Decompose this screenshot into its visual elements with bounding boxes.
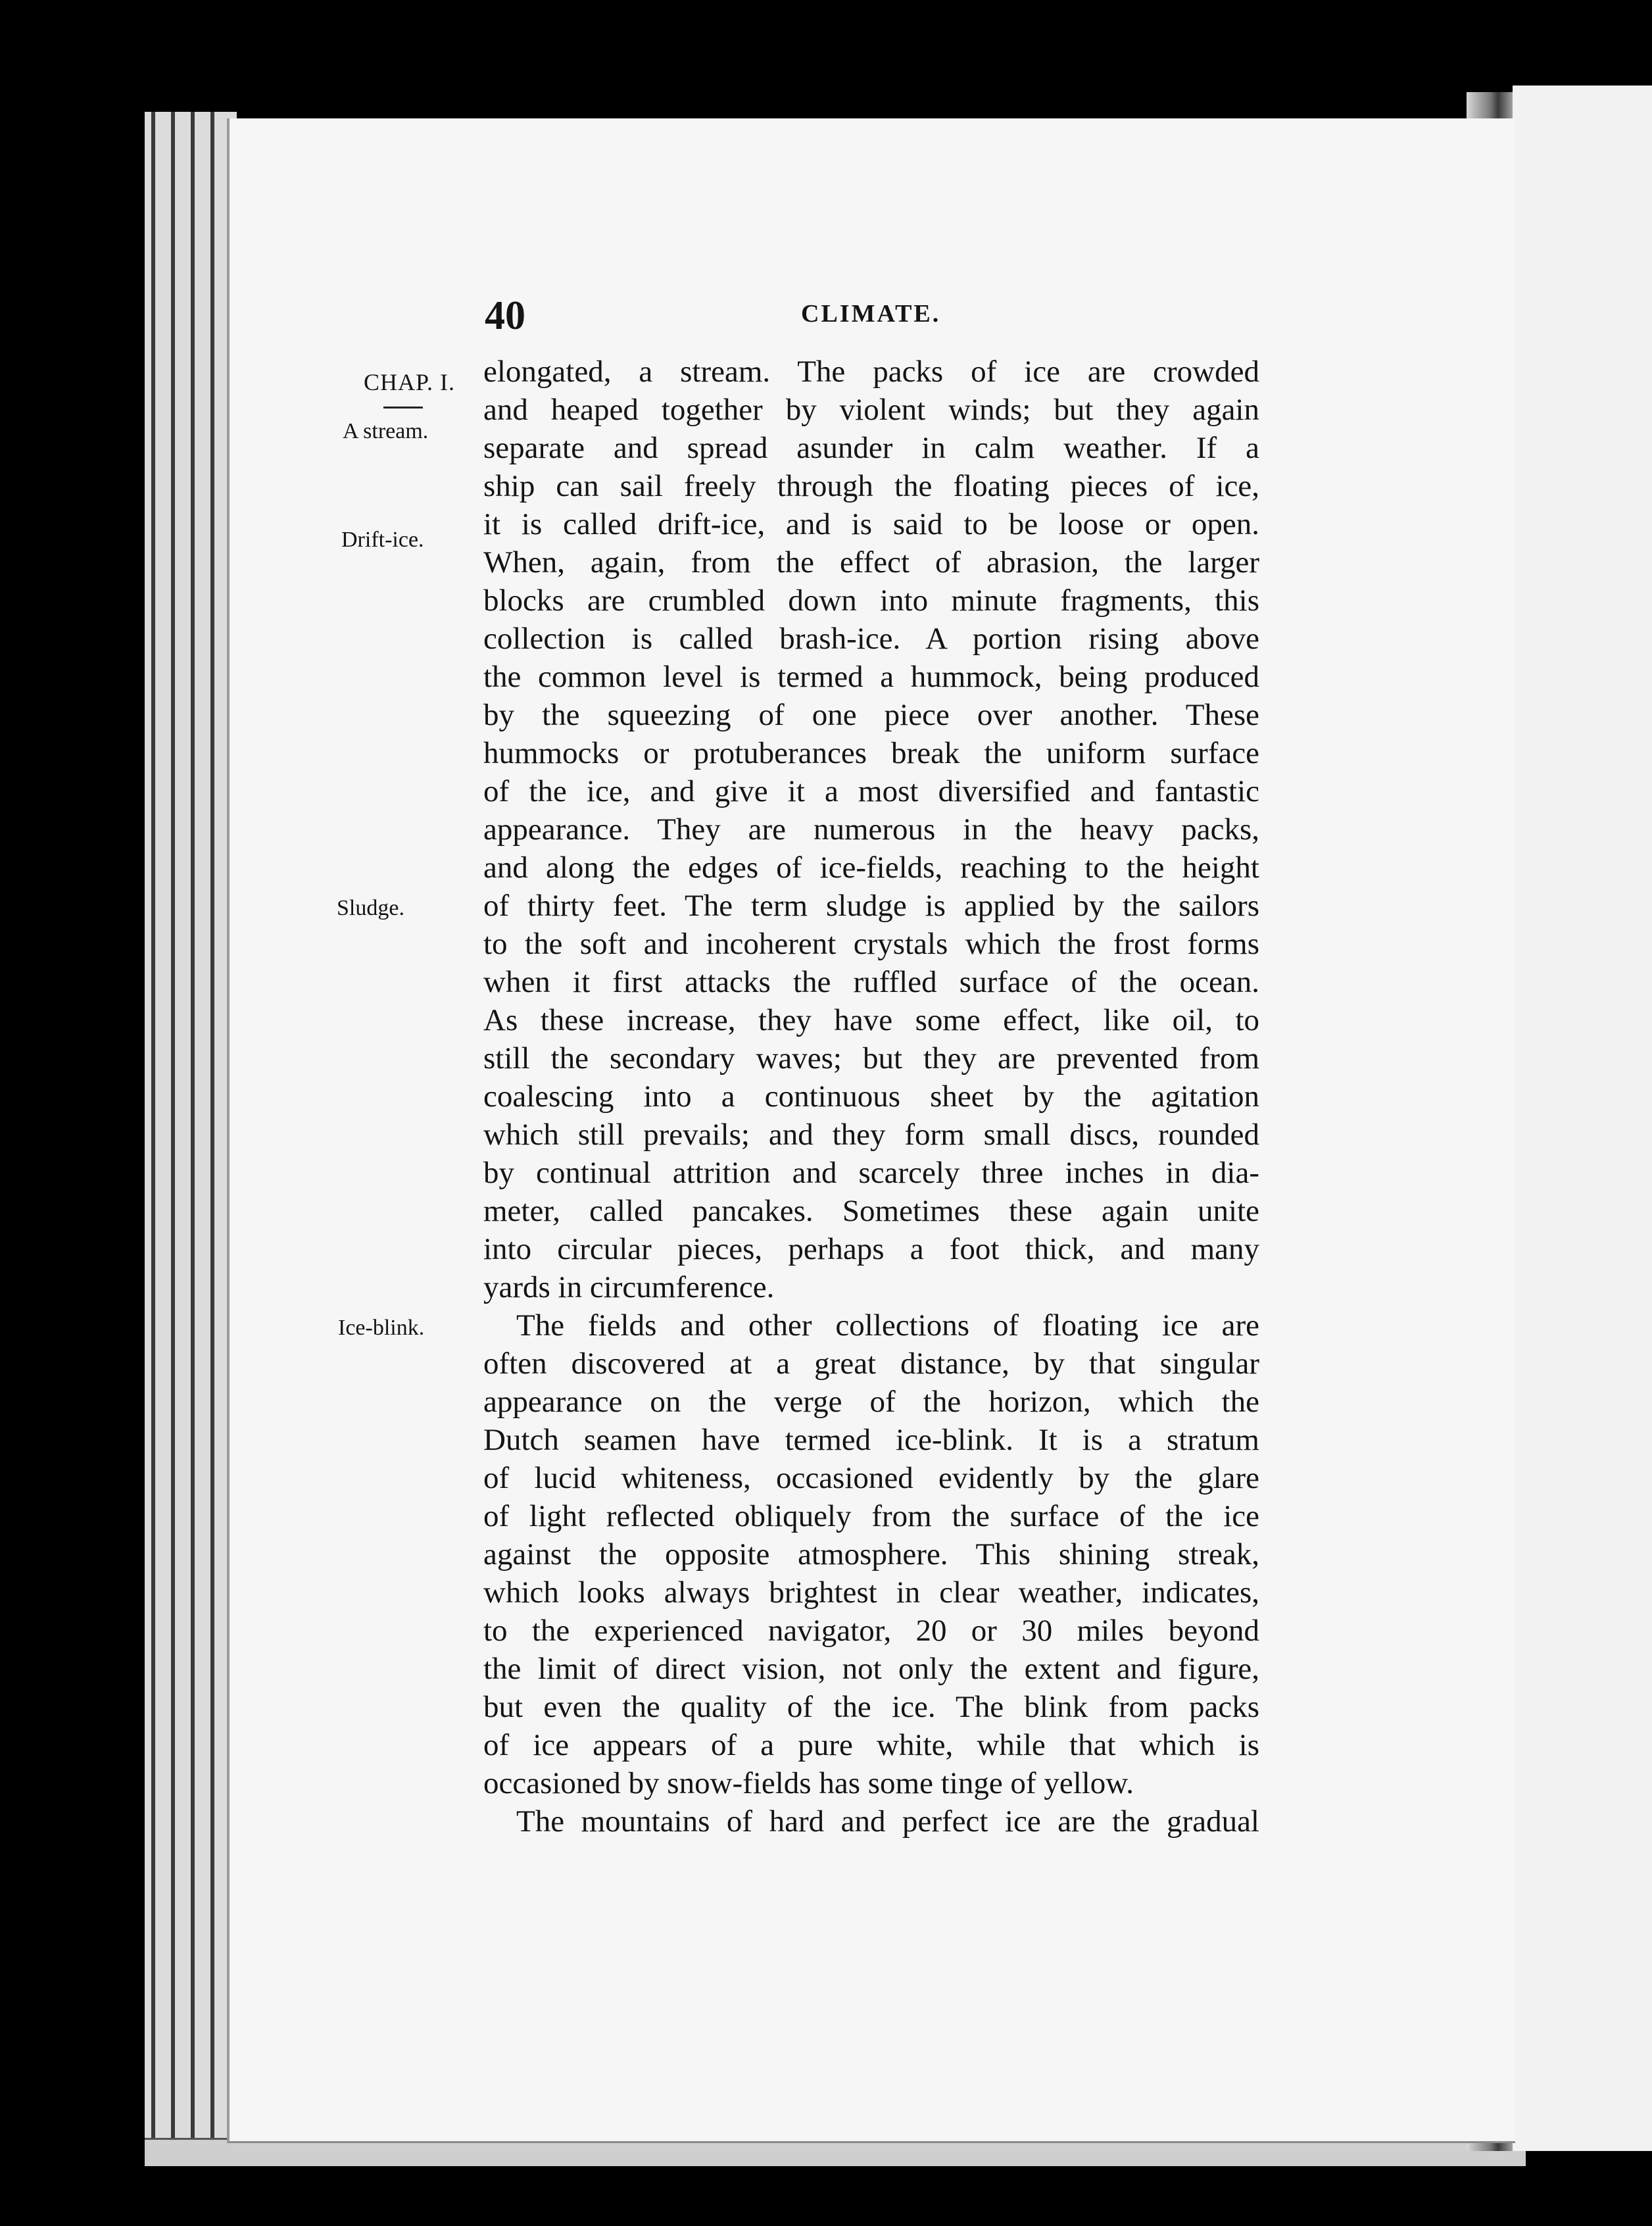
text-line: of light reflected obliquely from the surface of the ice (483, 1499, 1259, 1533)
text-line: the limit of direct vision, not only the extent and figure, (483, 1652, 1259, 1686)
page-number: 40 (485, 293, 525, 338)
running-head (0, 293, 1652, 339)
text-line: Dutch seamen have termed ice-blink. It is a stratum (483, 1423, 1259, 1457)
text-line: ship can sail freely through the floating pieces of ice, (483, 469, 1259, 503)
text-line: of the ice, and give it a most diversified and fantastic (483, 774, 1259, 808)
text-line: appearance on the verge of the horizon, which the (483, 1385, 1259, 1419)
text-line: and heaped together by violent winds; but they again (483, 393, 1259, 427)
text-line: to the experienced navigator, 20 or 30 miles beyond (483, 1614, 1259, 1648)
text-line: The fields and other collections of floating ice are (516, 1308, 1259, 1343)
text-line: blocks are crumbled down into minute fragments, this (483, 583, 1259, 618)
text-line: appearance. They are numerous in the heavy packs, (483, 812, 1259, 847)
text-line: occasioned by snow-fields has some tinge of yellow. (483, 1766, 1134, 1800)
text-line: by the squeezing of one piece over another. These (483, 698, 1259, 732)
text-line: when it first attacks the ruffled surface of the ocean. (483, 965, 1259, 999)
margin-note-ice-blink: Ice-blink. (338, 1316, 425, 1340)
text-line: which looks always brightest in clear weather, indicates, (483, 1575, 1259, 1610)
text-line: but even the quality of the ice. The blink from packs (483, 1690, 1259, 1724)
text-line: As these increase, they have some effect, like oil, to (483, 1003, 1259, 1037)
text-line: and along the edges of ice-fields, reaching to the height (483, 851, 1259, 885)
text-line: The mountains of hard and perfect ice are the gradual (516, 1804, 1259, 1839)
text-line: to the soft and incoherent crystals which the frost forms (483, 927, 1259, 961)
text-line: still the secondary waves; but they are prevented from (483, 1041, 1259, 1076)
text-line: of thirty feet. The term sludge is applied by the sailors (483, 889, 1259, 923)
text-line: which still prevails; and they form small discs, rounded (483, 1118, 1259, 1152)
text-line: coalescing into a continuous sheet by the agitation (483, 1079, 1259, 1114)
margin-note-drift-ice: Drift-ice. (341, 528, 424, 552)
text-line: against the opposite atmosphere. This shining streak, (483, 1537, 1259, 1571)
running-title: CLIMATE. (801, 300, 941, 328)
text-line: the common level is termed a hummock, being produced (483, 660, 1259, 694)
text-line: separate and spread asunder in calm weather. If a (483, 431, 1259, 465)
margin-note-sludge: Sludge. (337, 896, 404, 920)
text-line: elongated, a stream. The packs of ice are crowded (483, 355, 1259, 389)
text-line: yards in circumference. (483, 1270, 775, 1304)
margin-chapter-label: CHAP. I. (364, 369, 456, 395)
text-line: it is called drift-ice, and is said to be loose or open. (483, 507, 1259, 541)
book-page-edges (145, 112, 237, 2158)
margin-note-stream: A stream. (343, 419, 429, 443)
text-line: of lucid whiteness, occasioned evidently by the glare (483, 1461, 1259, 1495)
text-line: meter, called pancakes. Sometimes these again unite (483, 1194, 1259, 1228)
margin-rule (383, 407, 423, 408)
text-line: often discovered at a great distance, by that singular (483, 1347, 1259, 1381)
text-line: by continual attrition and scarcely three inches in dia- (483, 1156, 1259, 1190)
text-line: into circular pieces, perhaps a foot thick, and many (483, 1232, 1259, 1266)
text-line: collection is called brash-ice. A portion rising above (483, 622, 1259, 656)
text-line: of ice appears of a pure white, while that which is (483, 1728, 1259, 1762)
facing-page (1513, 86, 1652, 2151)
text-line: When, again, from the effect of abrasion, the larger (483, 545, 1259, 580)
text-line: hummocks or protuberances break the uniform surface (483, 736, 1259, 770)
